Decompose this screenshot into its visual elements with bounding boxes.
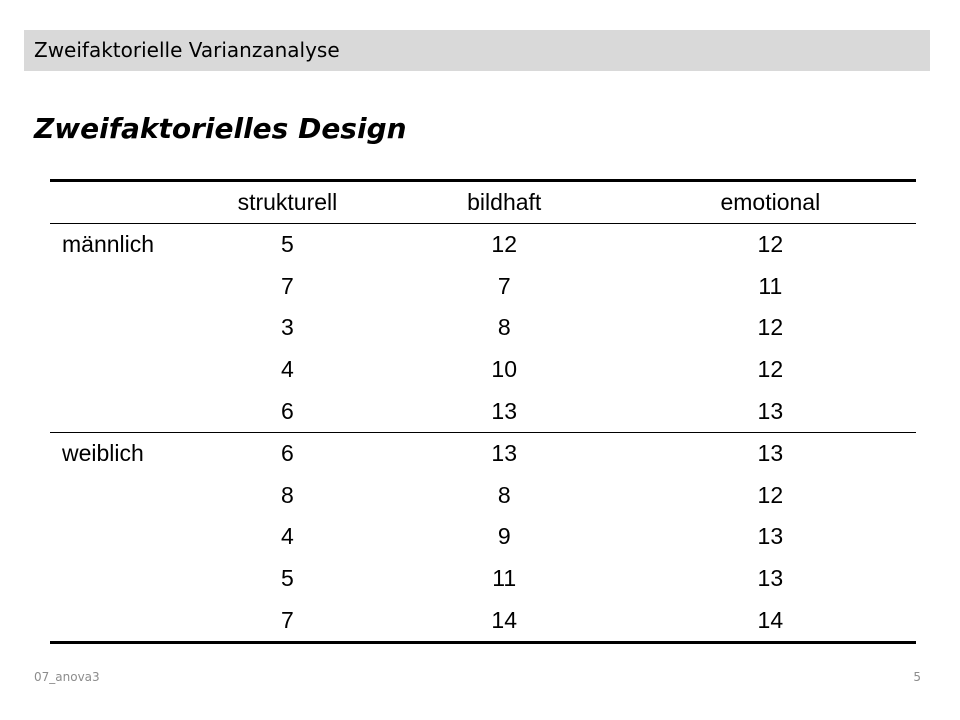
section-header-bar [24,30,930,71]
table-row [50,349,916,391]
table-row [50,390,916,432]
row-group-label [50,266,191,308]
cell-bildhaft: 8 [497,481,511,508]
cell-bildhaft: 10 [491,356,518,383]
cell-emotional: 12 [757,481,784,508]
table-row [50,475,916,517]
column-header-bildhaft: bildhaft [467,189,542,215]
cell-bildhaft: 13 [491,397,518,424]
table-row [50,558,916,600]
cell-bildhaft: 12 [491,231,518,258]
cell-bildhaft: 9 [497,523,511,550]
table-header-row [50,181,916,224]
table-row [50,307,916,349]
cell-emotional: 11 [758,272,783,299]
row-group-label [50,349,191,391]
table-row [50,432,916,474]
cell-emotional: 12 [757,356,784,383]
cell-strukturell: 5 [281,565,294,592]
section-title: Zweifaktorielle Varianzanalyse [34,38,340,62]
page-number: 5 [913,670,921,684]
cell-strukturell: 6 [281,440,294,467]
cell-strukturell: 7 [281,272,294,299]
cell-emotional: 12 [757,314,784,341]
cell-strukturell: 8 [281,481,294,508]
cell-emotional: 13 [757,397,784,424]
cell-emotional: 14 [757,606,784,633]
column-header-strukturell: strukturell [237,189,338,215]
footer-file-label: 07_anova3 [34,670,100,684]
cell-strukturell: 4 [281,356,294,383]
cell-strukturell: 4 [281,523,294,550]
cell-emotional: 12 [757,231,784,258]
slide-title: Zweifaktorielles Design [34,112,407,145]
cell-bildhaft: 11 [492,565,517,592]
row-group-label [50,558,191,600]
data-table [50,179,916,644]
table-row [50,516,916,558]
cell-bildhaft: 14 [491,606,518,633]
cell-bildhaft: 7 [497,272,511,299]
cell-emotional: 13 [757,523,784,550]
row-group-label: männlich [62,231,155,258]
row-group-label [50,516,191,558]
row-group-label: weiblich [62,440,144,467]
table-row [50,266,916,308]
row-group-label [50,307,191,349]
cell-strukturell: 7 [281,606,294,633]
table-row [50,224,916,266]
column-header-emotional: emotional [720,189,821,215]
row-group-label [50,599,191,642]
cell-strukturell: 5 [281,231,294,258]
cell-strukturell: 3 [281,314,294,341]
cell-emotional: 13 [757,440,784,467]
cell-emotional: 13 [757,565,784,592]
cell-strukturell: 6 [281,397,294,424]
cell-bildhaft: 13 [491,440,518,467]
row-group-label [50,475,191,517]
row-group-label [50,390,191,432]
table-row [50,599,916,642]
column-header-group [50,181,191,224]
cell-bildhaft: 8 [497,314,511,341]
